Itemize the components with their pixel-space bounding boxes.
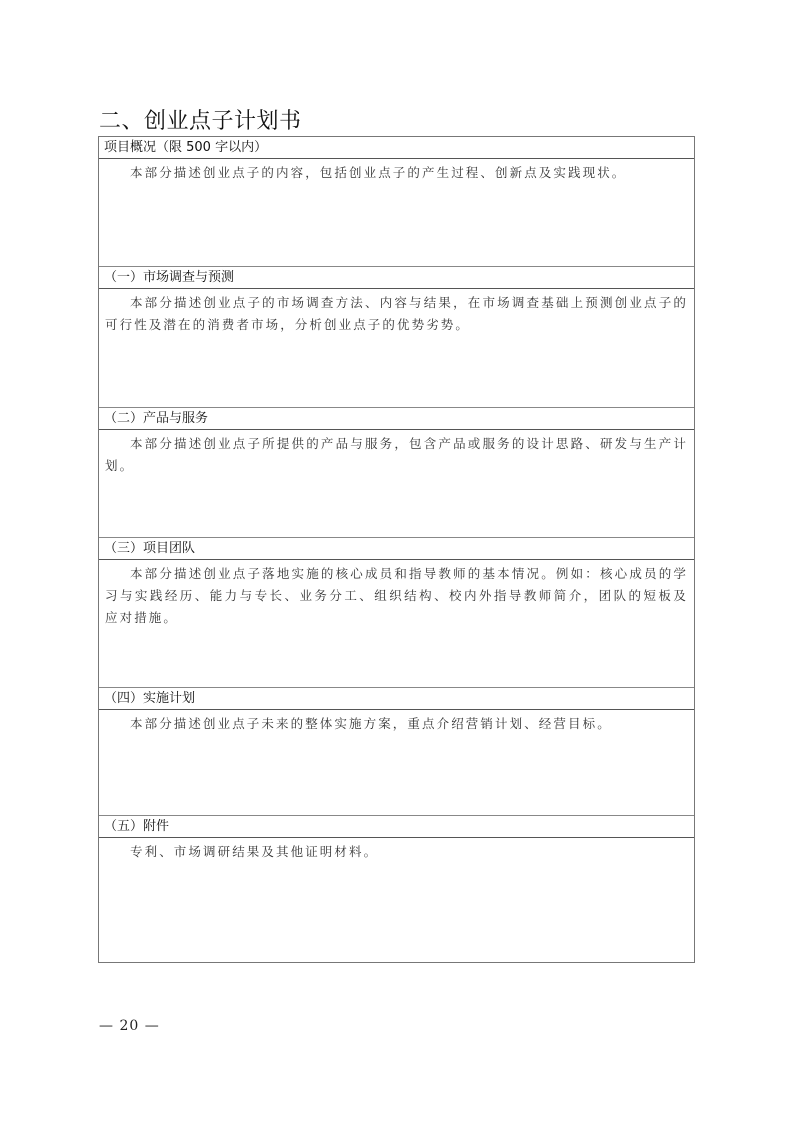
section-heading-market-research: （一）市场调查与预测	[99, 267, 694, 289]
section-heading-implementation-plan: （四）实施计划	[99, 688, 694, 710]
section-body-overview: 本部分描述创业点子的内容，包括创业点子的产生过程、创新点及实践现状。	[99, 159, 694, 267]
section-body-products-services: 本部分描述创业点子所提供的产品与服务，包含产品或服务的设计思路、研发与生产计划。	[99, 430, 694, 538]
page-title: 二、创业点子计划书	[99, 109, 302, 134]
section-body-implementation-plan: 本部分描述创业点子未来的整体实施方案，重点介绍营销计划、经营目标。	[99, 710, 694, 816]
section-heading-overview: 项目概况（限 500 字以内）	[99, 137, 694, 159]
section-heading-project-team: （三）项目团队	[99, 538, 694, 560]
business-plan-table	[98, 136, 695, 963]
section-heading-attachments: （五）附件	[99, 816, 694, 838]
section-body-attachments: 专利、市场调研结果及其他证明材料。	[130, 844, 379, 859]
section-body-project-team: 本部分描述创业点子落地实施的核心成员和指导教师的基本情况。例如：核心成员的学习与实践经历、能力与专长、业务分工、组织结构、校内外指导教师简介，团队的短板及应对措施。	[99, 560, 694, 688]
page-number: — 20 —	[99, 1018, 160, 1034]
section-body-market-research: 本部分描述创业点子的市场调查方法、内容与结果，在市场调查基础上预测创业点子的可行性及潜在的消费者市场，分析创业点子的优势劣势。	[99, 289, 694, 408]
section-heading-products-services: （二）产品与服务	[99, 408, 694, 430]
